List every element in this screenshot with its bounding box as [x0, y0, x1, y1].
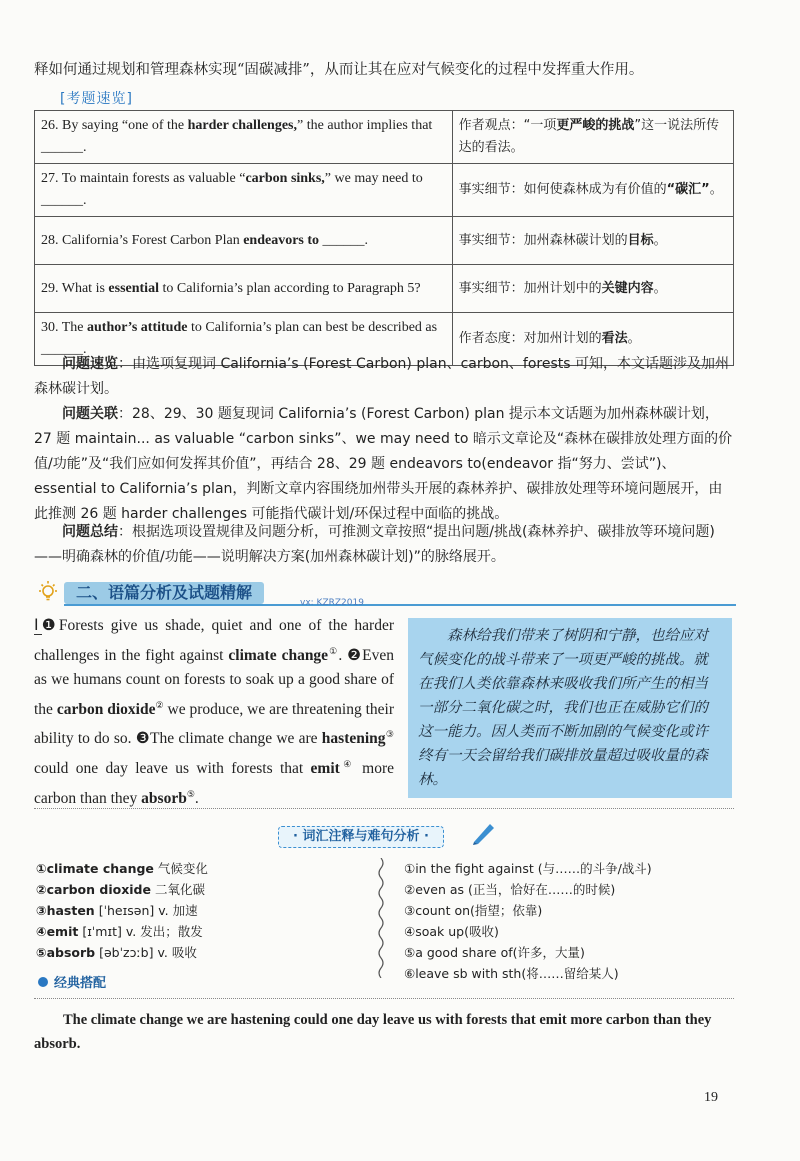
question-fragment: to California’s plan according to Paragraph 5?: [158, 280, 421, 296]
question-text: [35, 265, 453, 313]
sentence-text: ❶Forests give us shade, quiet and one of the harder challenges in the fight against: [34, 617, 394, 664]
paragraph-number: Ⅰ: [34, 617, 42, 634]
question-keyword: endeavors to: [243, 232, 320, 248]
question-fragment: 29. What is: [41, 280, 109, 296]
key-sentence: The climate change we are hastening could one day leave us with forests that emit more carbon than they absorb.: [34, 1012, 712, 1052]
phrase-item: ②even as (正当，恰好在……的时候): [404, 882, 616, 897]
section2-title: 二、语篇分析及试题精解: [64, 582, 264, 604]
analysis-overview: [34, 352, 734, 402]
note-fragment: 事实细节：加州计划中的: [458, 280, 602, 296]
note-fragment: 作者观点：“一项: [458, 118, 557, 133]
question-text: [35, 111, 453, 164]
phrase-item: ⑥leave sb with sth(将……留给某人): [404, 966, 619, 981]
analysis-summary: [34, 520, 734, 570]
note-fragment: 。: [653, 232, 667, 248]
note-mark: ⑤: [186, 788, 195, 799]
question-note: [452, 164, 733, 217]
note-mark: ①: [328, 645, 339, 656]
question-fragment: 26. By saying “one of the: [41, 118, 188, 133]
divider: [34, 998, 734, 999]
analysis-label: 问题关联: [62, 406, 118, 422]
note-keyword: 关键内容: [601, 280, 654, 296]
question-table: [34, 110, 734, 366]
analysis-label: 问题速览: [62, 356, 118, 372]
question-row: [35, 265, 734, 313]
note-fragment: 作者态度：对加州计划的: [458, 331, 602, 346]
sentence-text: ❸The climate change we are: [135, 730, 322, 748]
keyword: climate change: [228, 646, 329, 664]
question-fragment: ” the author implies that ______.: [41, 118, 433, 155]
note-mark: ④: [339, 758, 355, 769]
analysis-relation: [34, 402, 734, 527]
note-mark: ③: [385, 729, 394, 740]
question-note: [452, 111, 733, 164]
analysis-text: ：28、29、30 题复现词 California’s (Forest Carbon) plan 提示本文话题为加州森林碳计划，27 题 maintain... as valuable “carbon sinks”、we may need to 暗示文章论及“森林在碳排放处理方面的价值/功能”及“我们应如何发挥其价值”，再结合 28、29 题 endeavors to(endeavor 指“努力、尝试”)、essential to California’s plan，判断文章内容围绕加州带头开展的森林养护、碳排放处理等环境问题展开，由此推测 26 题 harder challenges 可能指代碳计划/环保过程中面临的挑战。: [34, 406, 733, 522]
watermark: vx: KZRZ2019: [300, 598, 364, 608]
vocab-item: ②carbon dioxide 二氧化碳: [36, 882, 205, 897]
question-fragment: ______.: [319, 232, 369, 248]
vocab-item: ⑤absorb [əbˈzɔːb] v. 吸收: [36, 945, 197, 960]
question-fragment: to California’s plan can best be described as ______.: [41, 320, 438, 357]
question-keyword: author’s attitude: [87, 320, 188, 335]
classic-label: 经典搭配: [54, 976, 107, 991]
wavy-divider: [376, 858, 386, 978]
note-fragment: 事实细节：加州森林碳计划的: [458, 232, 628, 248]
divider: [34, 808, 734, 809]
question-fragment: 27. To maintain forests as valuable “: [41, 171, 246, 186]
question-fragment: 28. California’s Forest Carbon Plan: [41, 232, 244, 248]
sentence-text: more carbon than they: [34, 760, 395, 807]
section2-rule: [64, 604, 736, 606]
vocab-item: ③hasten [ˈheɪsən] v. 加速: [36, 903, 198, 918]
question-text: [35, 217, 453, 265]
classic-collocation: [38, 972, 106, 991]
vocab-left-list: [36, 858, 208, 963]
question-keyword: essential: [108, 280, 159, 296]
note-mark: ②: [155, 699, 164, 710]
bullet-icon: [38, 977, 48, 987]
note-keyword: 目标: [627, 232, 654, 248]
note-fragment: 事实细节：如何使森林成为有价值的: [458, 182, 667, 197]
note-fragment: 。: [653, 280, 667, 296]
keyword: carbon dioxide: [56, 700, 156, 718]
keyword: absorb: [141, 789, 187, 807]
question-row: [35, 217, 734, 265]
question-text: [35, 164, 453, 217]
sentence-text: could one day leave us with forests that: [34, 760, 311, 778]
analysis-text: ：根据选项设置规律及问题分析，可推测文章按照“提出问题/挑战(森林养护、碳排放等环境问题)——明确森林的价值/功能——说明解决方案(加州森林碳计划)”的脉络展开。: [34, 524, 715, 565]
translation-box: 森林给我们带来了树阴和宁静，也给应对气候变化的战斗带来了一项更严峻的挑战。就在我们人类依靠森林来吸收我们所产生的相当一部分二氧化碳之时，我们也正在威胁它们的这一能力。因人类而不断加剧的气候变化或许终有一天会留给我们碳排放量超过吸收量的森林。: [408, 618, 732, 798]
question-note: [452, 265, 733, 313]
question-fragment: ” we may need to ______.: [41, 171, 423, 208]
sentence-text: .: [338, 646, 348, 664]
section2-header: [36, 580, 736, 606]
note-fragment: 。: [709, 182, 723, 197]
question-keyword: harder challenges,: [187, 118, 297, 133]
page-number: 19: [704, 1090, 718, 1105]
note-keyword: “碳汇”: [666, 182, 710, 197]
vocab-item: ①climate change 气候变化: [36, 861, 208, 876]
phrase-item: ⑤a good share of(许多，大量): [404, 945, 585, 960]
pen-icon: [470, 818, 498, 846]
sentence-text: ❷Even as we humans count on forests to soak up a good share of the: [34, 646, 395, 718]
question-keyword: carbon sinks,: [245, 171, 325, 186]
phrase-item: ①in the fight against (与……的斗争/战斗): [404, 861, 652, 876]
phrase-item: ④soak up(吸收): [404, 924, 499, 939]
analysis-text: ：由选项复现词 California’s (Forest Carbon) plan、carbon、forests 可知，本文话题涉及加州森林碳计划。: [34, 356, 730, 397]
vocab-title: · 词汇注释与难句分析 ·: [278, 826, 444, 848]
sentence-text: .: [194, 789, 199, 807]
lightbulb-icon: [36, 580, 60, 604]
analysis-label: 问题总结: [62, 524, 118, 540]
intro-text: 释如何通过规划和管理森林实现“固碳减排”，从而让其在应对气候变化的过程中发挥重大作用。: [34, 62, 644, 78]
question-fragment: 30. The: [41, 320, 88, 335]
question-note: [452, 217, 733, 265]
phrase-item: ③count on(指望；依靠): [404, 903, 543, 918]
question-row: [35, 164, 734, 217]
keyword: hastening: [321, 730, 386, 748]
section-tag: [考题速览]: [60, 91, 133, 107]
note-fragment: ”这一说法所传达的看法。: [458, 118, 720, 155]
sentence-text: we produce, we are threatening their ability to do so.: [34, 700, 394, 748]
passage-paragraph: [34, 614, 394, 811]
note-keyword: 看法: [601, 331, 628, 346]
vocab-item: ④emit [ɪˈmɪt] v. 发出；散发: [36, 924, 203, 939]
question-row: [35, 111, 734, 164]
note-keyword: 更严峻的挑战: [556, 118, 635, 133]
note-fragment: 。: [627, 331, 641, 346]
keyword: emit: [310, 760, 340, 778]
vocab-right-list: [404, 858, 652, 984]
